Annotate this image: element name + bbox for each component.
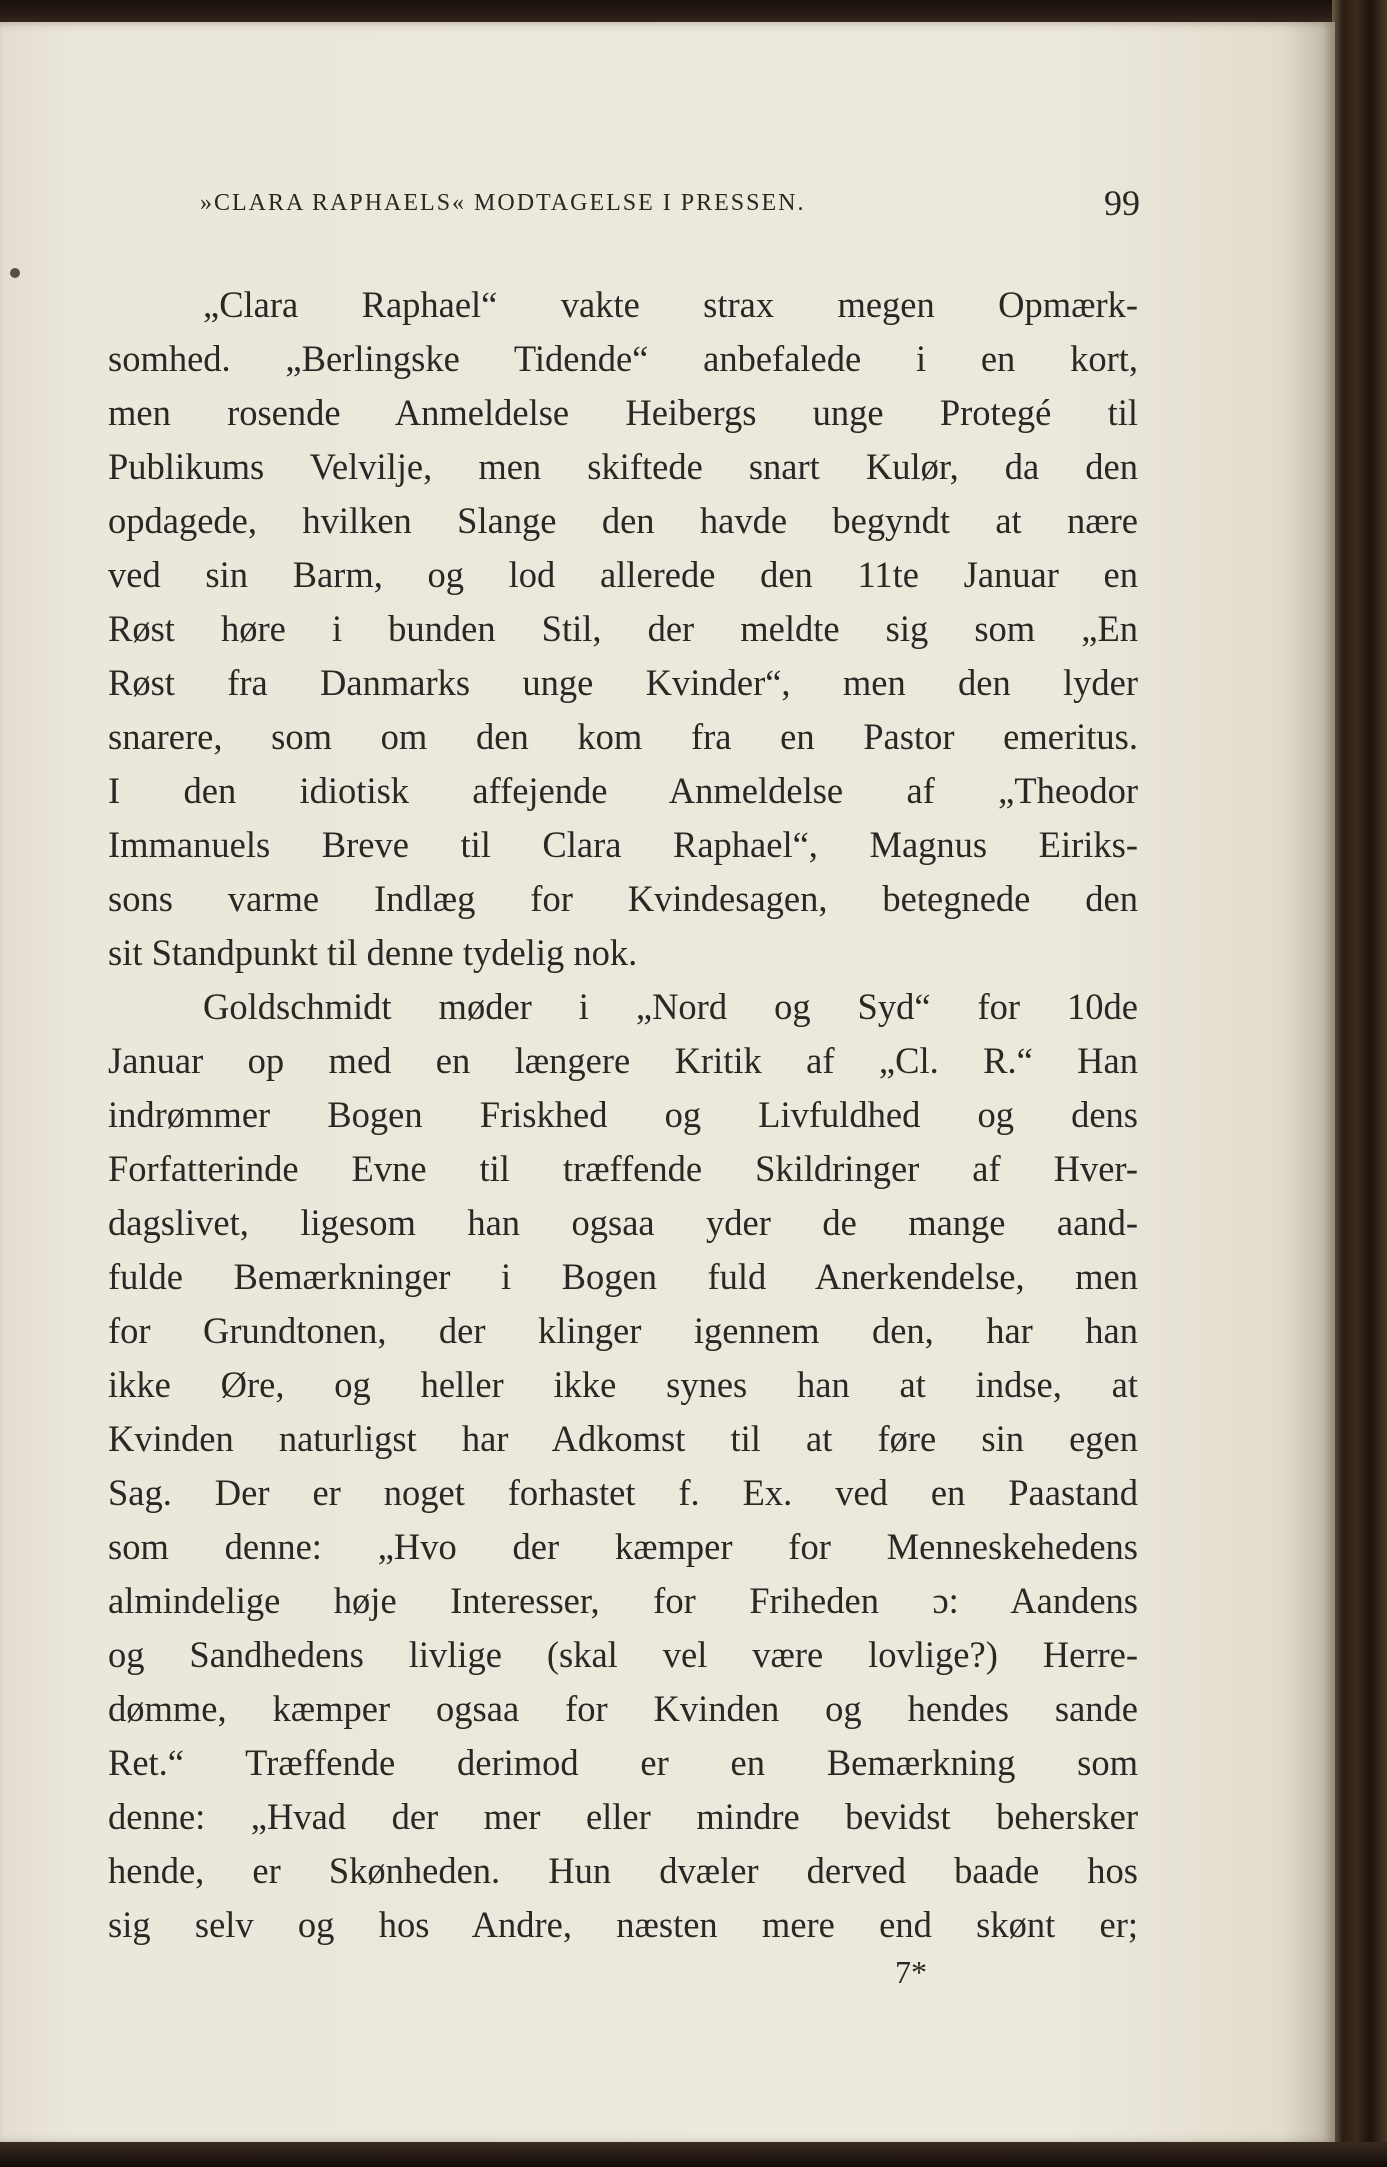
book-page: [0, 22, 1335, 2144]
book-spine: [1332, 0, 1387, 2167]
text-line: sons varme Indlæg for Kvindesagen, betegnede den: [108, 878, 1138, 919]
text-line: Publikums Velvilje, men skiftede snart Kulør, da den: [108, 446, 1138, 487]
text-line: Røst høre i bunden Stil, der meldte sig som „En: [108, 608, 1138, 649]
text-line: snarere, som om den kom fra en Pastor emeritus.: [108, 716, 1138, 757]
text-line: hende, er Skønheden. Hun dvæler derved baade hos: [108, 1850, 1138, 1891]
text-line: Goldschmidt møder i „Nord og Syd“ for 10de: [203, 986, 1138, 1027]
running-title: »CLARA RAPHAELS« MODTAGELSE I PRESSEN.: [200, 190, 806, 216]
text-line: Forfatterinde Evne til træffende Skildringer af Hver-: [108, 1148, 1138, 1189]
text-line: ikke Øre, og heller ikke synes han at indse, at: [108, 1364, 1138, 1405]
text-line: for Grundtonen, der klinger igennem den, har han: [108, 1310, 1138, 1351]
text-line: sit Standpunkt til denne tydelig nok.: [108, 932, 638, 973]
text-line: Ret.“ Træffende derimod er en Bemærkning som: [108, 1742, 1138, 1783]
text-line: Kvinden naturligst har Adkomst til at føre sin egen: [108, 1418, 1138, 1459]
text-line: Immanuels Breve til Clara Raphael“, Magnus Eiriks-: [108, 824, 1138, 865]
text-line: Januar op med en længere Kritik af „Cl. R.“ Han: [108, 1040, 1138, 1081]
text-line: ved sin Barm, og lod allerede den 11te Januar en: [108, 554, 1138, 595]
text-line: somhed. „Berlingske Tidende“ anbefalede i en kort,: [108, 338, 1138, 379]
book-bottom-edge: [0, 2142, 1387, 2167]
text-line: I den idiotisk affejende Anmeldelse af „Theodor: [108, 770, 1138, 811]
text-line: som denne: „Hvo der kæmper for Menneskehedens: [108, 1526, 1138, 1567]
text-line: indrømmer Bogen Friskhed og Livfuldhed og dens: [108, 1094, 1138, 1135]
text-line: men rosende Anmeldelse Heibergs unge Protegé til: [108, 392, 1138, 433]
text-line: almindelige høje Interesser, for Friheden ɔ: Aandens: [108, 1580, 1138, 1621]
body-text: [108, 278, 1138, 1952]
text-line: Røst fra Danmarks unge Kvinder“, men den lyder: [108, 662, 1138, 703]
text-line: og Sandhedens livlige (skal vel være lovlige?) Herre-: [108, 1634, 1138, 1675]
text-line: denne: „Hvad der mer eller mindre bevidst behersker: [108, 1796, 1138, 1837]
text-line: fulde Bemærkninger i Bogen fuld Anerkendelse, men: [108, 1256, 1138, 1297]
text-line: dømme, kæmper ogsaa for Kvinden og hendes sande: [108, 1688, 1138, 1729]
running-head: [200, 182, 1140, 222]
text-line: „Clara Raphael“ vakte strax megen Opmærk-: [203, 284, 1138, 325]
ink-speck: [10, 268, 20, 278]
text-line: dagslivet, ligesom han ogsaa yder de mange aand-: [108, 1202, 1138, 1243]
text-line: Sag. Der er noget forhastet f. Ex. ved en Paastand: [108, 1472, 1138, 1513]
text-line: opdagede, hvilken Slange den havde begyndt at nære: [108, 500, 1138, 541]
text-line: sig selv og hos Andre, næsten mere end skønt er;: [108, 1904, 1138, 1945]
page-number: 99: [1104, 183, 1140, 223]
signature-mark: 7*: [895, 1954, 927, 1990]
